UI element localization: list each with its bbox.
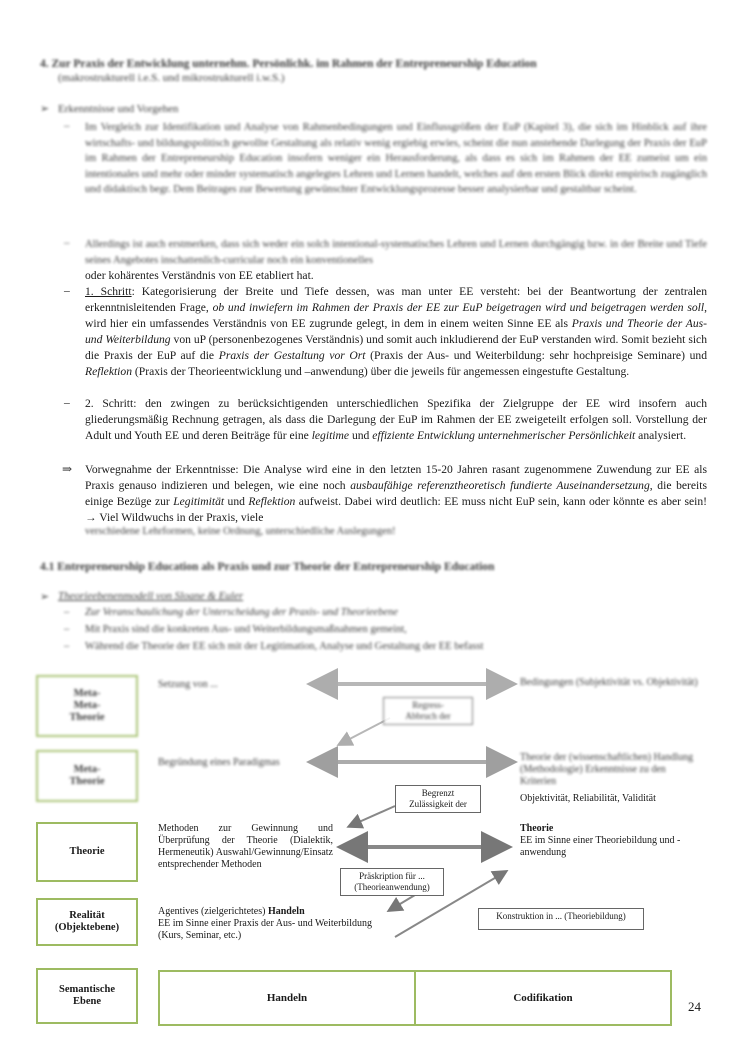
- paragraph-2-blurred: Allerdings ist auch erstmerken, dass sich weder ein solch intentional-systematisches Lehren und Lernen durchgängig bzw. in der Breite und Tiefe seines Angebotes inschattenlich-curricular noch ein konventionelles: [85, 239, 707, 266]
- row4-left-prefix: Agentives (zielgerichtetes): [158, 906, 268, 917]
- box-meta-label: Meta- Theorie: [69, 764, 105, 787]
- bottom-handeln: Handeln: [160, 972, 416, 1024]
- arrow-begrenzt: [350, 806, 395, 826]
- row4-left-description: EE im Sinne einer Praxis der Aus- und Weiterbildung (Kurs, Seminar, etc.): [158, 918, 372, 941]
- section-subheading: (makrostrukturell i.e.S. und mikrostrukturell i.w.S.): [58, 72, 285, 84]
- implies-text: Vorwegnahme der Erkenntnisse: Die Analyse wird eine in den letzten 15-20 Jahren rasant zugenommene Zuwendung zur EE als Praxis genauso indizieren und belegen, wie eine noch: [85, 463, 707, 492]
- row3-left-text: Methoden zur Gewinnung und Überprüfung der Theorie (Dialektik, Hermeneutik) Auswahl/Gewinnung/Einsatz entsprechender Methoden: [158, 823, 333, 870]
- dash-marker: –: [64, 237, 70, 249]
- page-number: 24: [688, 999, 701, 1014]
- step-1-text: (Praxis der Aus- und Weiterbildung: sehr hochpreisige Seminare) und: [365, 349, 707, 362]
- row2-left-text: Begründung eines Paradigmas: [158, 757, 280, 768]
- step-1-text: von uP (personenbezogenes Verständnis) und somit auch inkludierend der EuP verstanden wird. Somit bezieht sich die Praxis der EuP auf die: [85, 333, 707, 362]
- section-heading: 4. Zur Praxis der Entwicklung unternehm. Persönlichk. im Rahmen der Entrepreneurship Education: [40, 58, 537, 70]
- box-meta-theorie: [36, 750, 138, 802]
- row4-left-bold: Handeln: [267, 906, 305, 917]
- step-1-italic: ob und inwiefern im Rahmen der Praxis der EE zur EuP beigetragen wird und beigetragen werden soll: [212, 301, 705, 314]
- implies-italic: ausbaufähige referenztheoretisch fundierte Auseinandersetzung: [350, 479, 650, 492]
- dash-marker: –: [64, 396, 70, 409]
- row2-right-text-blurred: Theorie der (wissenschaftlichen) Handlung (Methodologie) Erkenntnisse zu den Kriterien: [520, 752, 693, 787]
- dash-marker: –: [64, 624, 70, 635]
- bottom-codifikation: Codifikation: [513, 992, 573, 1004]
- box-semantische-ebene: [36, 968, 138, 1024]
- box-theorie: [36, 822, 138, 882]
- implies-blurred-line: verschiedene Lehrformen, keine Ordnung, unterschiedliche Auslegungen!: [85, 526, 396, 537]
- implies-arrow-icon: ⇒: [62, 462, 73, 476]
- implies-text: , die bereits einige Bezüge zur: [85, 479, 707, 508]
- implies-text: aufweist. Dabei wird deutlich: EE muss nicht EuP sein, kann oder könnte es aber sein! → Viel Wildwuchs in der Praxis, viele: [85, 495, 708, 524]
- section-4-1-sub-1: Zur Veranschaulichung der Unterscheidung der Praxis- und Theorieebene: [85, 607, 398, 618]
- step-1-italic: Reflektion: [85, 365, 132, 378]
- step-1-label: 1. Schritt: [85, 285, 132, 298]
- step-1-italic: Praxis der Gestaltung vor Ort: [218, 349, 366, 362]
- dash-marker: –: [64, 607, 70, 618]
- row2-right-text: Objektivität, Reliabilität, Validität: [520, 793, 656, 804]
- dash-marker: –: [64, 120, 70, 132]
- dash-marker: –: [64, 641, 70, 652]
- box-meta-meta-theorie: [36, 675, 138, 737]
- step-2-text: und: [349, 429, 373, 442]
- section-4-1-bullet: Theorieebenenmodell von Sloane & Euler: [58, 590, 244, 602]
- box-theorie-label: Theorie: [69, 846, 105, 857]
- bottom-bar: [158, 970, 672, 1026]
- box-semantische-label: Semantische Ebene: [59, 984, 115, 1007]
- row3-right-text: EE im Sinne einer Theoriebildung und -anwendung: [520, 835, 681, 858]
- row4-right-box: Konstruktion in ... (Theoriebildung): [478, 908, 644, 930]
- row1-right-text: Bedingungen (Subjektivität vs. Objektivität): [520, 677, 698, 688]
- row1-mid-box: Regress- Abbruch der: [383, 697, 473, 725]
- row4-left-text: [158, 906, 393, 942]
- implies-italic: Reflektion: [248, 495, 296, 508]
- implies-italic: Legitimität: [173, 495, 225, 508]
- step-2-text: 2. Schritt: den zwingen zu berücksichtigenden unterschiedlichen Spezifika der Zielgruppe der EE wird insofern auch gliederungsmäßig Rechnung getragen, als dass die Darlegung der EuP im Rahmen der EE zweigeteilt erfolgen soll. Vorstellung der Adult und Youth EE und deren Beiträge für eine: [85, 397, 707, 442]
- row3-mid-box: Präskription für ... (Theorieanwendung): [340, 868, 444, 896]
- implies-text: und: [224, 495, 249, 508]
- row3-right-title: Theorie: [520, 823, 554, 834]
- step-2-italic: legitime: [311, 429, 350, 442]
- box-realitaet-label: Realität (Objektebene): [54, 910, 120, 933]
- section-4-1-heading: 4.1 Entrepreneurship Education als Praxis und zur Theorie der Entrepreneurship Education: [40, 561, 495, 573]
- bullet-arrow-icon: ➢: [40, 591, 50, 603]
- step-2-italic: effiziente Entwicklung unternehmerischer Persönlichkeit: [372, 429, 636, 442]
- section-4-1-sub-2: Mit Praxis sind die konkreten Aus- und Weiterbildungsmaßnahmen gemeint,: [85, 624, 407, 635]
- step-1-text: (Praxis der Theorieentwicklung und –anwendung) über die jeweils für angemessen eingestufte Gestaltung.: [132, 365, 630, 378]
- step-1-text: , wird hier ein umfassendes Verständnis von EE zugrunde gelegt, in dem in einem weiten Sinne EE als: [85, 301, 707, 330]
- step-1-text: : Kategorisierung der Breite und Tiefe dessen, was man unter EE versteht: bei der Beantwortung der zentralen erkenntnisleitenden Frage,: [85, 285, 708, 314]
- section-4-1-sub-3: Während die Theorie der EE sich mit der Legitimation, Analyse und Gestaltung der EE befasst: [85, 641, 484, 652]
- paragraph-1: Im Vergleich zur Identifikation und Analyse von Rahmenbedingungen und Einflussgrößen der EuP (Kapitel 3), die sich im Hinblick auf ihre wirtschafts- und bildungspolitisch gewollte Gestaltung als relativ wenig ergiebig erwies, scheint die nun anstehende Darlegung der Praxis der EuP im Rahmen der Entrepreneurship Education insofern weniger ein Herausforderung, als dass es sich im Rahmen der EE zumeist um ein intentionales und mehr oder minder systematisch angelegtes Lehren und Lernen handelt, welches auf den ersten Blick direkt empirisch zugänglich und didaktisch begr. Dem Beitrages zur Bewertung gewünschter Entwicklungsprozesse besser analysierbar und gestaltbar scheint.: [85, 122, 707, 195]
- row2-mid-box: Begrenzt Zulässigkeit der: [395, 785, 481, 813]
- box-meta-meta-label: Meta- Meta- Theorie: [69, 688, 105, 723]
- box-realitaet: [36, 898, 138, 946]
- paragraph-2-clear: oder kohärentes Verständnis von EE etabliert hat.: [85, 269, 314, 282]
- step-1-italic: Praxis und Theorie der Aus- und Weiterbildung: [85, 317, 707, 346]
- intro-bullet: Erkenntnisse und Vorgehen: [58, 103, 179, 115]
- bullet-arrow-icon: ➢: [40, 103, 50, 115]
- dash-marker: –: [64, 284, 70, 297]
- step-2-text: analysiert.: [635, 429, 687, 442]
- row1-left-text: Setzung von ...: [158, 679, 218, 690]
